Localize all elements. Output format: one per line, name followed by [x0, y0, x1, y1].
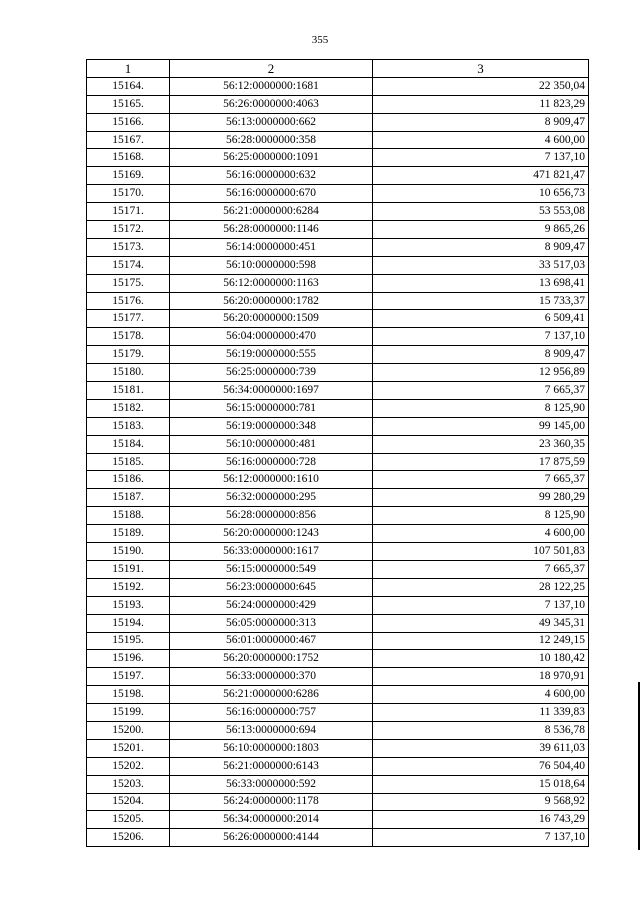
cadastral-number-cell: 56:13:0000000:662: [170, 113, 373, 131]
row-number-cell: 15191.: [87, 560, 170, 578]
amount-cell: 107 501,83: [373, 543, 589, 561]
row-number-cell: 15189.: [87, 525, 170, 543]
row-number-cell: 15196.: [87, 650, 170, 668]
amount-cell: 15 018,64: [373, 775, 589, 793]
amount-cell: 76 504,40: [373, 757, 589, 775]
amount-cell: 8 909,47: [373, 238, 589, 256]
cadastral-number-cell: 56:19:0000000:555: [170, 346, 373, 364]
row-number-cell: 15190.: [87, 543, 170, 561]
cadastral-number-cell: 56:26:0000000:4063: [170, 95, 373, 113]
page-number: 355: [311, 34, 329, 46]
amount-cell: 23 360,35: [373, 435, 589, 453]
row-number-cell: 15167.: [87, 131, 170, 149]
amount-cell: 17 875,59: [373, 453, 589, 471]
amount-cell: 471 821,47: [373, 167, 589, 185]
row-number-cell: 15188.: [87, 507, 170, 525]
table-row: [87, 632, 589, 650]
amount-cell: 8 125,90: [373, 399, 589, 417]
row-number-cell: 15177.: [87, 310, 170, 328]
cadastral-number-cell: 56:16:0000000:632: [170, 167, 373, 185]
cadastral-number-cell: 56:28:0000000:1146: [170, 221, 373, 239]
cadastral-number-cell: 56:13:0000000:694: [170, 721, 373, 739]
cadastral-number-cell: 56:34:0000000:2014: [170, 811, 373, 829]
cadastral-number-cell: 56:19:0000000:348: [170, 417, 373, 435]
cadastral-number-cell: 56:34:0000000:1697: [170, 382, 373, 400]
table-row: [87, 578, 589, 596]
table-row: [87, 525, 589, 543]
row-number-cell: 15183.: [87, 417, 170, 435]
cadastral-number-cell: 56:12:0000000:1163: [170, 274, 373, 292]
cadastral-number-cell: 56:25:0000000:1091: [170, 149, 373, 167]
cadastral-number-cell: 56:12:0000000:1681: [170, 77, 373, 95]
amount-cell: 8 909,47: [373, 346, 589, 364]
cadastral-number-cell: 56:15:0000000:781: [170, 399, 373, 417]
cadastral-number-cell: 56:01:0000000:467: [170, 632, 373, 650]
row-number-cell: 15168.: [87, 149, 170, 167]
cadastral-number-cell: 56:33:0000000:1617: [170, 543, 373, 561]
table-row: [87, 596, 589, 614]
amount-cell: 7 137,10: [373, 328, 589, 346]
table-row: [87, 471, 589, 489]
amount-cell: 8 536,78: [373, 721, 589, 739]
table-row: [87, 238, 589, 256]
amount-cell: 7 665,37: [373, 471, 589, 489]
table-row: [87, 364, 589, 382]
row-number-cell: 15193.: [87, 596, 170, 614]
row-number-cell: 15198.: [87, 686, 170, 704]
table-row: [87, 382, 589, 400]
row-number-cell: 15170.: [87, 185, 170, 203]
table-row: [87, 399, 589, 417]
cadastral-number-cell: 56:33:0000000:370: [170, 668, 373, 686]
cadastral-number-cell: 56:28:0000000:856: [170, 507, 373, 525]
cadastral-number-cell: 56:05:0000000:313: [170, 614, 373, 632]
cadastral-number-cell: 56:20:0000000:1782: [170, 292, 373, 310]
cadastral-number-cell: 56:10:0000000:481: [170, 435, 373, 453]
row-number-cell: 15199.: [87, 704, 170, 722]
cadastral-number-cell: 56:25:0000000:739: [170, 364, 373, 382]
table-row: [87, 811, 589, 829]
row-number-cell: 15180.: [87, 364, 170, 382]
amount-cell: 99 280,29: [373, 489, 589, 507]
table-row: [87, 650, 589, 668]
cadastral-number-cell: 56:12:0000000:1610: [170, 471, 373, 489]
cadastral-number-cell: 56:21:0000000:6284: [170, 203, 373, 221]
amount-cell: 33 517,03: [373, 256, 589, 274]
amount-cell: 11 339,83: [373, 704, 589, 722]
cadastral-number-cell: 56:14:0000000:451: [170, 238, 373, 256]
amount-cell: 8 909,47: [373, 113, 589, 131]
table-header-row: [87, 60, 589, 78]
table-body: [87, 77, 589, 846]
table-row: [87, 417, 589, 435]
amount-cell: 7 137,10: [373, 829, 589, 847]
cadastral-number-cell: 56:16:0000000:757: [170, 704, 373, 722]
amount-cell: 10 180,42: [373, 650, 589, 668]
amount-cell: 7 665,37: [373, 382, 589, 400]
table-row: [87, 507, 589, 525]
table-row: [87, 346, 589, 364]
table-row: [87, 256, 589, 274]
table-row: [87, 721, 589, 739]
cadastral-number-cell: 56:24:0000000:1178: [170, 793, 373, 811]
amount-cell: 12 249,15: [373, 632, 589, 650]
amount-cell: 9 865,26: [373, 221, 589, 239]
cadastral-number-cell: 56:28:0000000:358: [170, 131, 373, 149]
cadastral-number-cell: 56:15:0000000:549: [170, 560, 373, 578]
cadastral-number-cell: 56:10:0000000:1803: [170, 739, 373, 757]
table-row: [87, 739, 589, 757]
row-number-cell: 15197.: [87, 668, 170, 686]
amount-cell: 11 823,29: [373, 95, 589, 113]
data-table: [86, 59, 589, 847]
amount-cell: 99 145,00: [373, 417, 589, 435]
table-row: [87, 829, 589, 847]
table-row: [87, 453, 589, 471]
row-number-cell: 15175.: [87, 274, 170, 292]
row-number-cell: 15171.: [87, 203, 170, 221]
row-number-cell: 15169.: [87, 167, 170, 185]
row-number-cell: 15195.: [87, 632, 170, 650]
table-row: [87, 686, 589, 704]
table-row: [87, 221, 589, 239]
cadastral-number-cell: 56:20:0000000:1243: [170, 525, 373, 543]
row-number-cell: 15173.: [87, 238, 170, 256]
amount-cell: 6 509,41: [373, 310, 589, 328]
row-number-cell: 15178.: [87, 328, 170, 346]
table-row: [87, 131, 589, 149]
amount-cell: 18 970,91: [373, 668, 589, 686]
table-row: [87, 95, 589, 113]
cadastral-number-cell: 56:21:0000000:6143: [170, 757, 373, 775]
row-number-cell: 15181.: [87, 382, 170, 400]
row-number-cell: 15186.: [87, 471, 170, 489]
amount-cell: 7 137,10: [373, 149, 589, 167]
amount-cell: 12 956,89: [373, 364, 589, 382]
table-row: [87, 185, 589, 203]
cadastral-number-cell: 56:04:0000000:470: [170, 328, 373, 346]
row-number-cell: 15176.: [87, 292, 170, 310]
table-row: [87, 77, 589, 95]
cadastral-number-cell: 56:16:0000000:728: [170, 453, 373, 471]
row-number-cell: 15164.: [87, 77, 170, 95]
amount-cell: 8 125,90: [373, 507, 589, 525]
amount-cell: 39 611,03: [373, 739, 589, 757]
row-number-cell: 15204.: [87, 793, 170, 811]
amount-cell: 7 137,10: [373, 596, 589, 614]
row-number-cell: 15184.: [87, 435, 170, 453]
table-row: [87, 274, 589, 292]
amount-cell: 4 600,00: [373, 525, 589, 543]
table-row: [87, 543, 589, 561]
cadastral-number-cell: 56:16:0000000:670: [170, 185, 373, 203]
table-row: [87, 704, 589, 722]
cadastral-number-cell: 56:20:0000000:1752: [170, 650, 373, 668]
amount-cell: 16 743,29: [373, 811, 589, 829]
table-row: [87, 113, 589, 131]
amount-cell: 15 733,37: [373, 292, 589, 310]
table-row: [87, 560, 589, 578]
table-row: [87, 310, 589, 328]
amount-cell: 28 122,25: [373, 578, 589, 596]
column-header-3: 3: [373, 60, 589, 78]
amount-cell: 22 350,04: [373, 77, 589, 95]
row-number-cell: 15192.: [87, 578, 170, 596]
table-row: [87, 614, 589, 632]
column-header-2: 2: [170, 60, 373, 78]
table-row: [87, 292, 589, 310]
row-number-cell: 15179.: [87, 346, 170, 364]
table-row: [87, 149, 589, 167]
cadastral-number-cell: 56:23:0000000:645: [170, 578, 373, 596]
cadastral-number-cell: 56:20:0000000:1509: [170, 310, 373, 328]
table-row: [87, 203, 589, 221]
row-number-cell: 15185.: [87, 453, 170, 471]
amount-cell: 4 600,00: [373, 686, 589, 704]
cadastral-number-cell: 56:33:0000000:592: [170, 775, 373, 793]
amount-cell: 4 600,00: [373, 131, 589, 149]
cadastral-number-cell: 56:10:0000000:598: [170, 256, 373, 274]
amount-cell: 49 345,31: [373, 614, 589, 632]
row-number-cell: 15202.: [87, 757, 170, 775]
row-number-cell: 15172.: [87, 221, 170, 239]
row-number-cell: 15166.: [87, 113, 170, 131]
cadastral-number-cell: 56:21:0000000:6286: [170, 686, 373, 704]
row-number-cell: 15174.: [87, 256, 170, 274]
row-number-cell: 15165.: [87, 95, 170, 113]
table-row: [87, 328, 589, 346]
amount-cell: 9 568,92: [373, 793, 589, 811]
cadastral-number-cell: 56:32:0000000:295: [170, 489, 373, 507]
cadastral-number-cell: 56:24:0000000:429: [170, 596, 373, 614]
amount-cell: 13 698,41: [373, 274, 589, 292]
column-header-1: 1: [87, 60, 170, 78]
row-number-cell: 15187.: [87, 489, 170, 507]
row-number-cell: 15203.: [87, 775, 170, 793]
table-row: [87, 757, 589, 775]
table-row: [87, 167, 589, 185]
row-number-cell: 15182.: [87, 399, 170, 417]
cadastral-number-cell: 56:26:0000000:4144: [170, 829, 373, 847]
table-row: [87, 435, 589, 453]
row-number-cell: 15200.: [87, 721, 170, 739]
row-number-cell: 15206.: [87, 829, 170, 847]
amount-cell: 7 665,37: [373, 560, 589, 578]
row-number-cell: 15201.: [87, 739, 170, 757]
table-row: [87, 793, 589, 811]
table-row: [87, 489, 589, 507]
amount-cell: 53 553,08: [373, 203, 589, 221]
amount-cell: 10 656,73: [373, 185, 589, 203]
table-row: [87, 668, 589, 686]
row-number-cell: 15194.: [87, 614, 170, 632]
row-number-cell: 15205.: [87, 811, 170, 829]
table-row: [87, 775, 589, 793]
